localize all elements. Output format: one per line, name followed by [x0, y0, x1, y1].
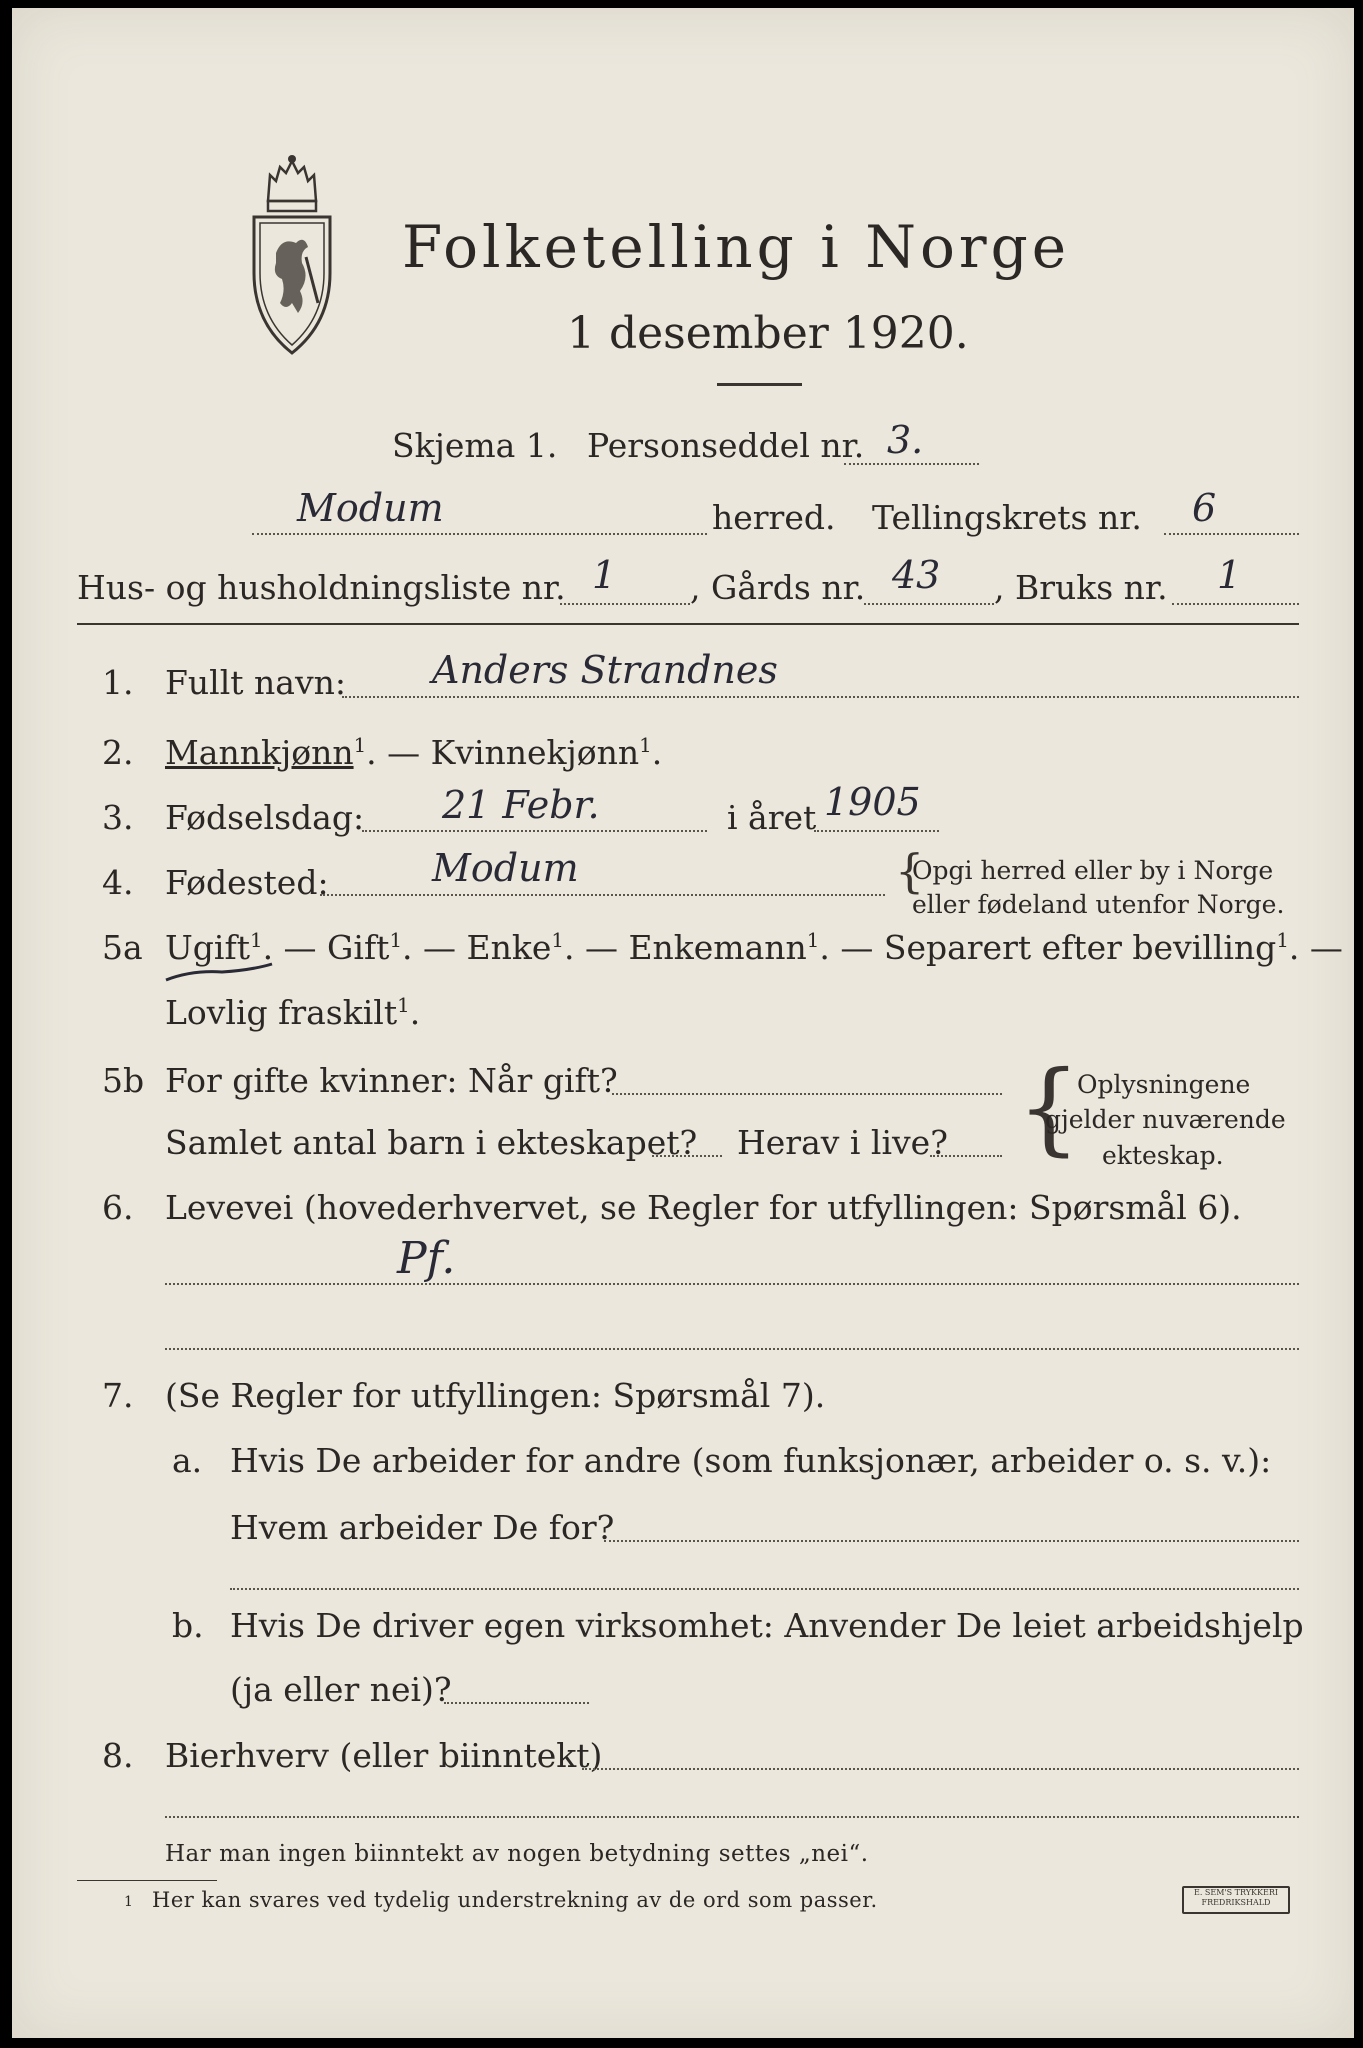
- q7b-number: b.: [172, 1606, 204, 1645]
- coat-of-arms-icon: [242, 153, 342, 358]
- hus-dotted-line: [560, 603, 690, 605]
- herred-label: herred.: [712, 498, 836, 537]
- q6-label: Levevei (hovederhvervet, se Regler for utfyllingen: Spørsmål 6).: [165, 1188, 1242, 1227]
- q7a-label-2: Hvem arbeider De for?: [230, 1508, 615, 1547]
- q4-note-bracket: {: [895, 844, 925, 898]
- census-date: 1 desember 1920.: [567, 308, 969, 359]
- tellingskrets-value: 6: [1192, 486, 1217, 530]
- personseddel-value: 3.: [887, 418, 924, 462]
- q8-dotted-line-2: [165, 1816, 1299, 1818]
- q5b-dotted-line-2: [652, 1155, 722, 1157]
- q7a-dotted-line-1: [604, 1540, 1299, 1542]
- q5b-note-line-2: gjelder nuværende: [1045, 1105, 1286, 1134]
- q8-dotted-line-1: [582, 1768, 1299, 1770]
- q1-label: Fullt navn:: [165, 663, 346, 702]
- footnote-number: 1: [124, 1894, 134, 1910]
- q7a-label-1: Hvis De arbeider for andre (som funksjonær, arbeider o. s. v.):: [230, 1441, 1272, 1480]
- q7b-label-2: (ja eller nei)?: [230, 1670, 452, 1709]
- title-divider: [717, 383, 802, 386]
- q6-dotted-line-2: [165, 1348, 1299, 1350]
- q5a-option-ugift: Ugift: [165, 928, 250, 967]
- tellingskrets-dotted-line: [1164, 533, 1299, 535]
- q6-dotted-line-1: [165, 1283, 1299, 1285]
- bruks-dotted-line: [1172, 603, 1299, 605]
- q7a-dotted-line-2: [230, 1588, 1299, 1590]
- footnote-rule: [77, 1880, 217, 1881]
- herred-dotted-line: [252, 533, 707, 535]
- printer-stamp: E. SEM'S TRYKKERI FREDRIKSHALD: [1182, 1886, 1290, 1914]
- q4-dotted-line: [320, 894, 885, 896]
- q5b-note-line-3: ekteskap.: [1102, 1141, 1224, 1170]
- q3-year-value: 1905: [824, 780, 921, 824]
- q6-occupation-value: Pf.: [397, 1233, 456, 1284]
- footnote-text: Her kan svares ved tydelig understrekning av de ord som passer.: [152, 1888, 878, 1912]
- q1-dotted-line: [342, 696, 1299, 698]
- q8-number: 8.: [102, 1736, 134, 1775]
- q1-number: 1.: [102, 663, 134, 702]
- q6-number: 6.: [102, 1188, 134, 1227]
- q4-label: Fødested:: [165, 863, 329, 902]
- form-title: Folketelling i Norge: [402, 213, 1071, 281]
- q3-birthday-value: 21 Febr.: [442, 783, 600, 827]
- q4-number: 4.: [102, 863, 134, 902]
- q5b-dotted-line-3: [930, 1155, 1002, 1157]
- q1-full-name-value: Anders Strandnes: [432, 648, 778, 692]
- q3-year-dotted-line: [814, 830, 939, 832]
- q5a-number: 5a: [102, 928, 143, 967]
- hus-value: 1: [592, 553, 617, 597]
- bruks-label: , Bruks nr.: [994, 568, 1168, 607]
- q4-note-line-1: Opgi herred eller by i Norge: [912, 856, 1274, 885]
- q8-label: Bierhverv (eller biinntekt): [165, 1736, 603, 1775]
- census-form-page: [12, 8, 1354, 2038]
- q5a-option-fraskilt: Lovlig fraskilt$^1$.: [165, 993, 421, 1032]
- biinntekt-note: Har man ingen biinntekt av nogen betydning settes „nei“.: [165, 1841, 869, 1867]
- gards-dotted-line: [864, 603, 994, 605]
- q5b-label-2: Samlet antal barn i ekteskapet?: [165, 1123, 698, 1162]
- q4-birthplace-value: Modum: [432, 846, 579, 890]
- q5b-label-3: Herav i live?: [737, 1123, 948, 1162]
- q5a-marital-options: Ugift$^1$. — Gift$^1$. — Enke$^1$. — Enkemann$^1$. — Separert efter bevilling$^1$. —: [165, 928, 1343, 967]
- q2-option-kvinnekjonn: . — Kvinnekjønn: [366, 733, 640, 772]
- q7a-number: a.: [172, 1441, 203, 1480]
- q5b-note-bracket: {: [1017, 1049, 1081, 1166]
- q7b-label-1: Hvis De driver egen virksomhet: Anvender De leiet arbeidshjelp: [230, 1606, 1304, 1645]
- q2-sex-options: Mannkjønn$^1$. — Kvinnekjønn$^1$.: [165, 733, 663, 772]
- q7-label: (Se Regler for utfyllingen: Spørsmål 7).: [165, 1376, 826, 1415]
- gards-label: , Gårds nr.: [690, 568, 866, 607]
- q4-note-line-2: eller fødeland utenfor Norge.: [912, 890, 1285, 919]
- q3-label: Fødselsdag:: [165, 798, 365, 837]
- personseddel-label: Personseddel nr.: [587, 426, 865, 465]
- header-rule: [77, 623, 1299, 625]
- q7-number: 7.: [102, 1376, 134, 1415]
- q5b-label-1: For gifte kvinner: Når gift?: [165, 1061, 618, 1100]
- q2-option-mannkjonn: Mannkjønn: [165, 733, 354, 772]
- bruks-value: 1: [1217, 553, 1242, 597]
- skjema-label: Skjema 1.: [392, 426, 558, 465]
- q2-number: 2.: [102, 733, 134, 772]
- q7b-dotted-line: [444, 1702, 589, 1704]
- q5b-dotted-line-1: [612, 1093, 1002, 1095]
- q5a-ugift-underline: [162, 958, 277, 988]
- herred-value: Modum: [297, 486, 444, 530]
- q3-number: 3.: [102, 798, 134, 837]
- q5b-number: 5b: [102, 1061, 145, 1100]
- gards-value: 43: [892, 553, 941, 597]
- q3-dotted-line: [362, 830, 707, 832]
- hus-label: Hus- og husholdningsliste nr.: [77, 568, 566, 607]
- q3-year-label: i året: [727, 798, 817, 837]
- tellingskrets-label: Tellingskrets nr.: [872, 498, 1142, 537]
- personseddel-dotted-line: [844, 463, 979, 465]
- q5b-note-line-1: Oplysningene: [1077, 1070, 1251, 1099]
